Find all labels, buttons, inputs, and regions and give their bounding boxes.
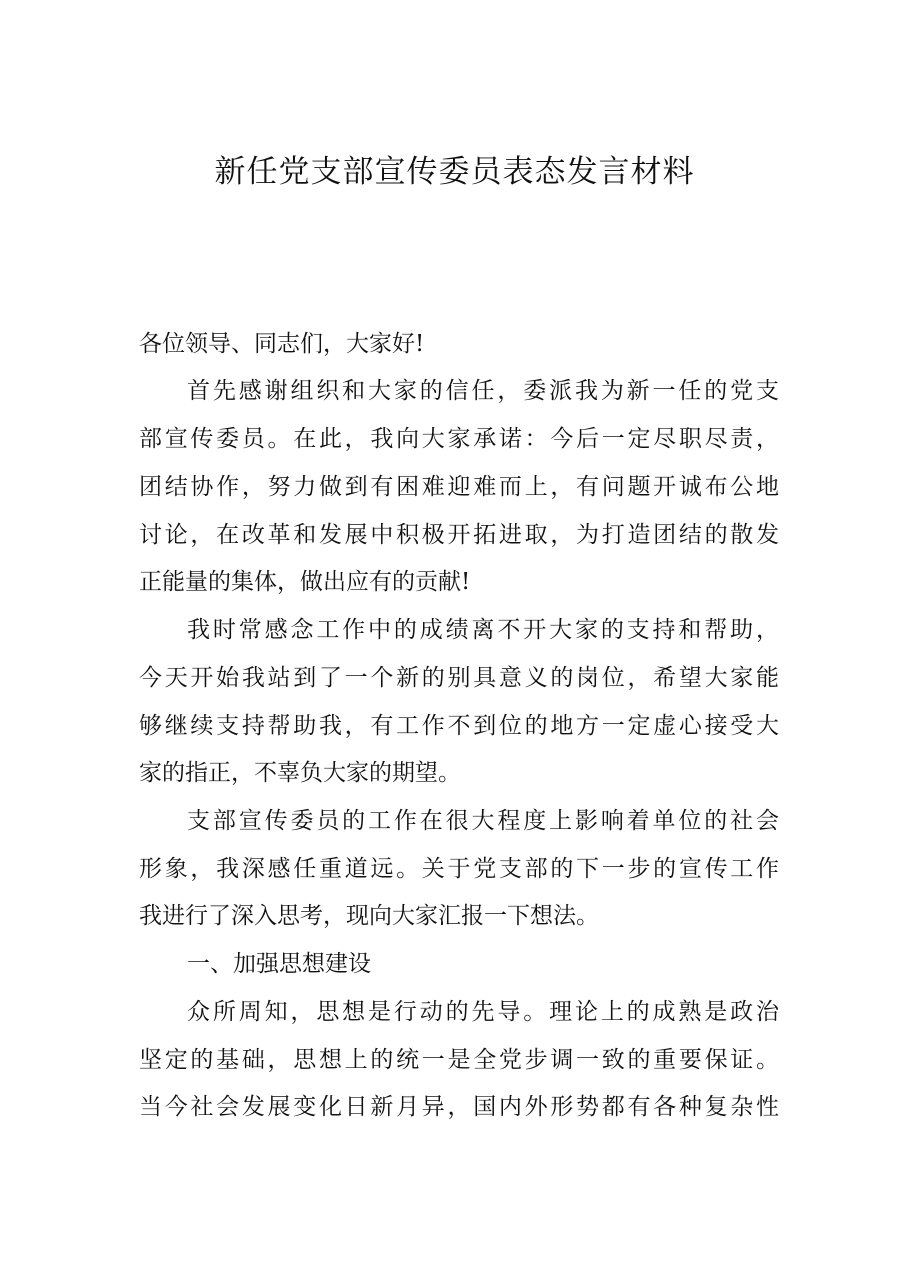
text-line: 够继续支持帮助我，有工作不到位的地方一定虚心接受大 [139,713,779,739]
text-line: 我时常感念工作中的成绩离不开大家的支持和帮助， [187,617,779,643]
text-line: 支部宣传委员的工作在很大程度上影响着单位的社会 [187,808,779,834]
text-line: 讨论，在改革和发展中积极开拓进取，为打造团结的散发 [139,522,779,548]
text-line: 我进行了深入思考，现向大家汇报一下想法。 [139,903,599,929]
text-line: 众所周知，思想是行动的先导。理论上的成熟是政治 [187,999,779,1025]
text-line: 正能量的集体，做出应有的贡献! [139,569,471,595]
section-heading: 一、加强思想建设 [187,951,371,977]
text-line: 当今社会发展变化日新月异，国内外形势都有各种复杂性 [139,1094,779,1120]
text-line: 首先感谢组织和大家的信任，委派我为新一任的党支 [187,378,779,404]
text-line: 形象，我深感任重道远。关于党支部的下一步的宣传工作 [139,856,779,882]
greeting-line: 各位领导、同志们，大家好! [139,331,425,357]
text-line: 家的指正，不辜负大家的期望。 [139,760,461,786]
text-line: 今天开始我站到了一个新的别具意义的岗位，希望大家能 [139,665,779,691]
text-line: 部宣传委员。在此，我向大家承诺：今后一定尽职尽责， [139,426,779,452]
text-line: 坚定的基础，思想上的统一是全党步调一致的重要保证。 [139,1047,779,1073]
document-title: 新任党支部宣传委员表态发言材料 [214,154,695,190]
text-line: 团结协作，努力做到有困难迎难而上，有问题开诚布公地 [139,474,779,500]
